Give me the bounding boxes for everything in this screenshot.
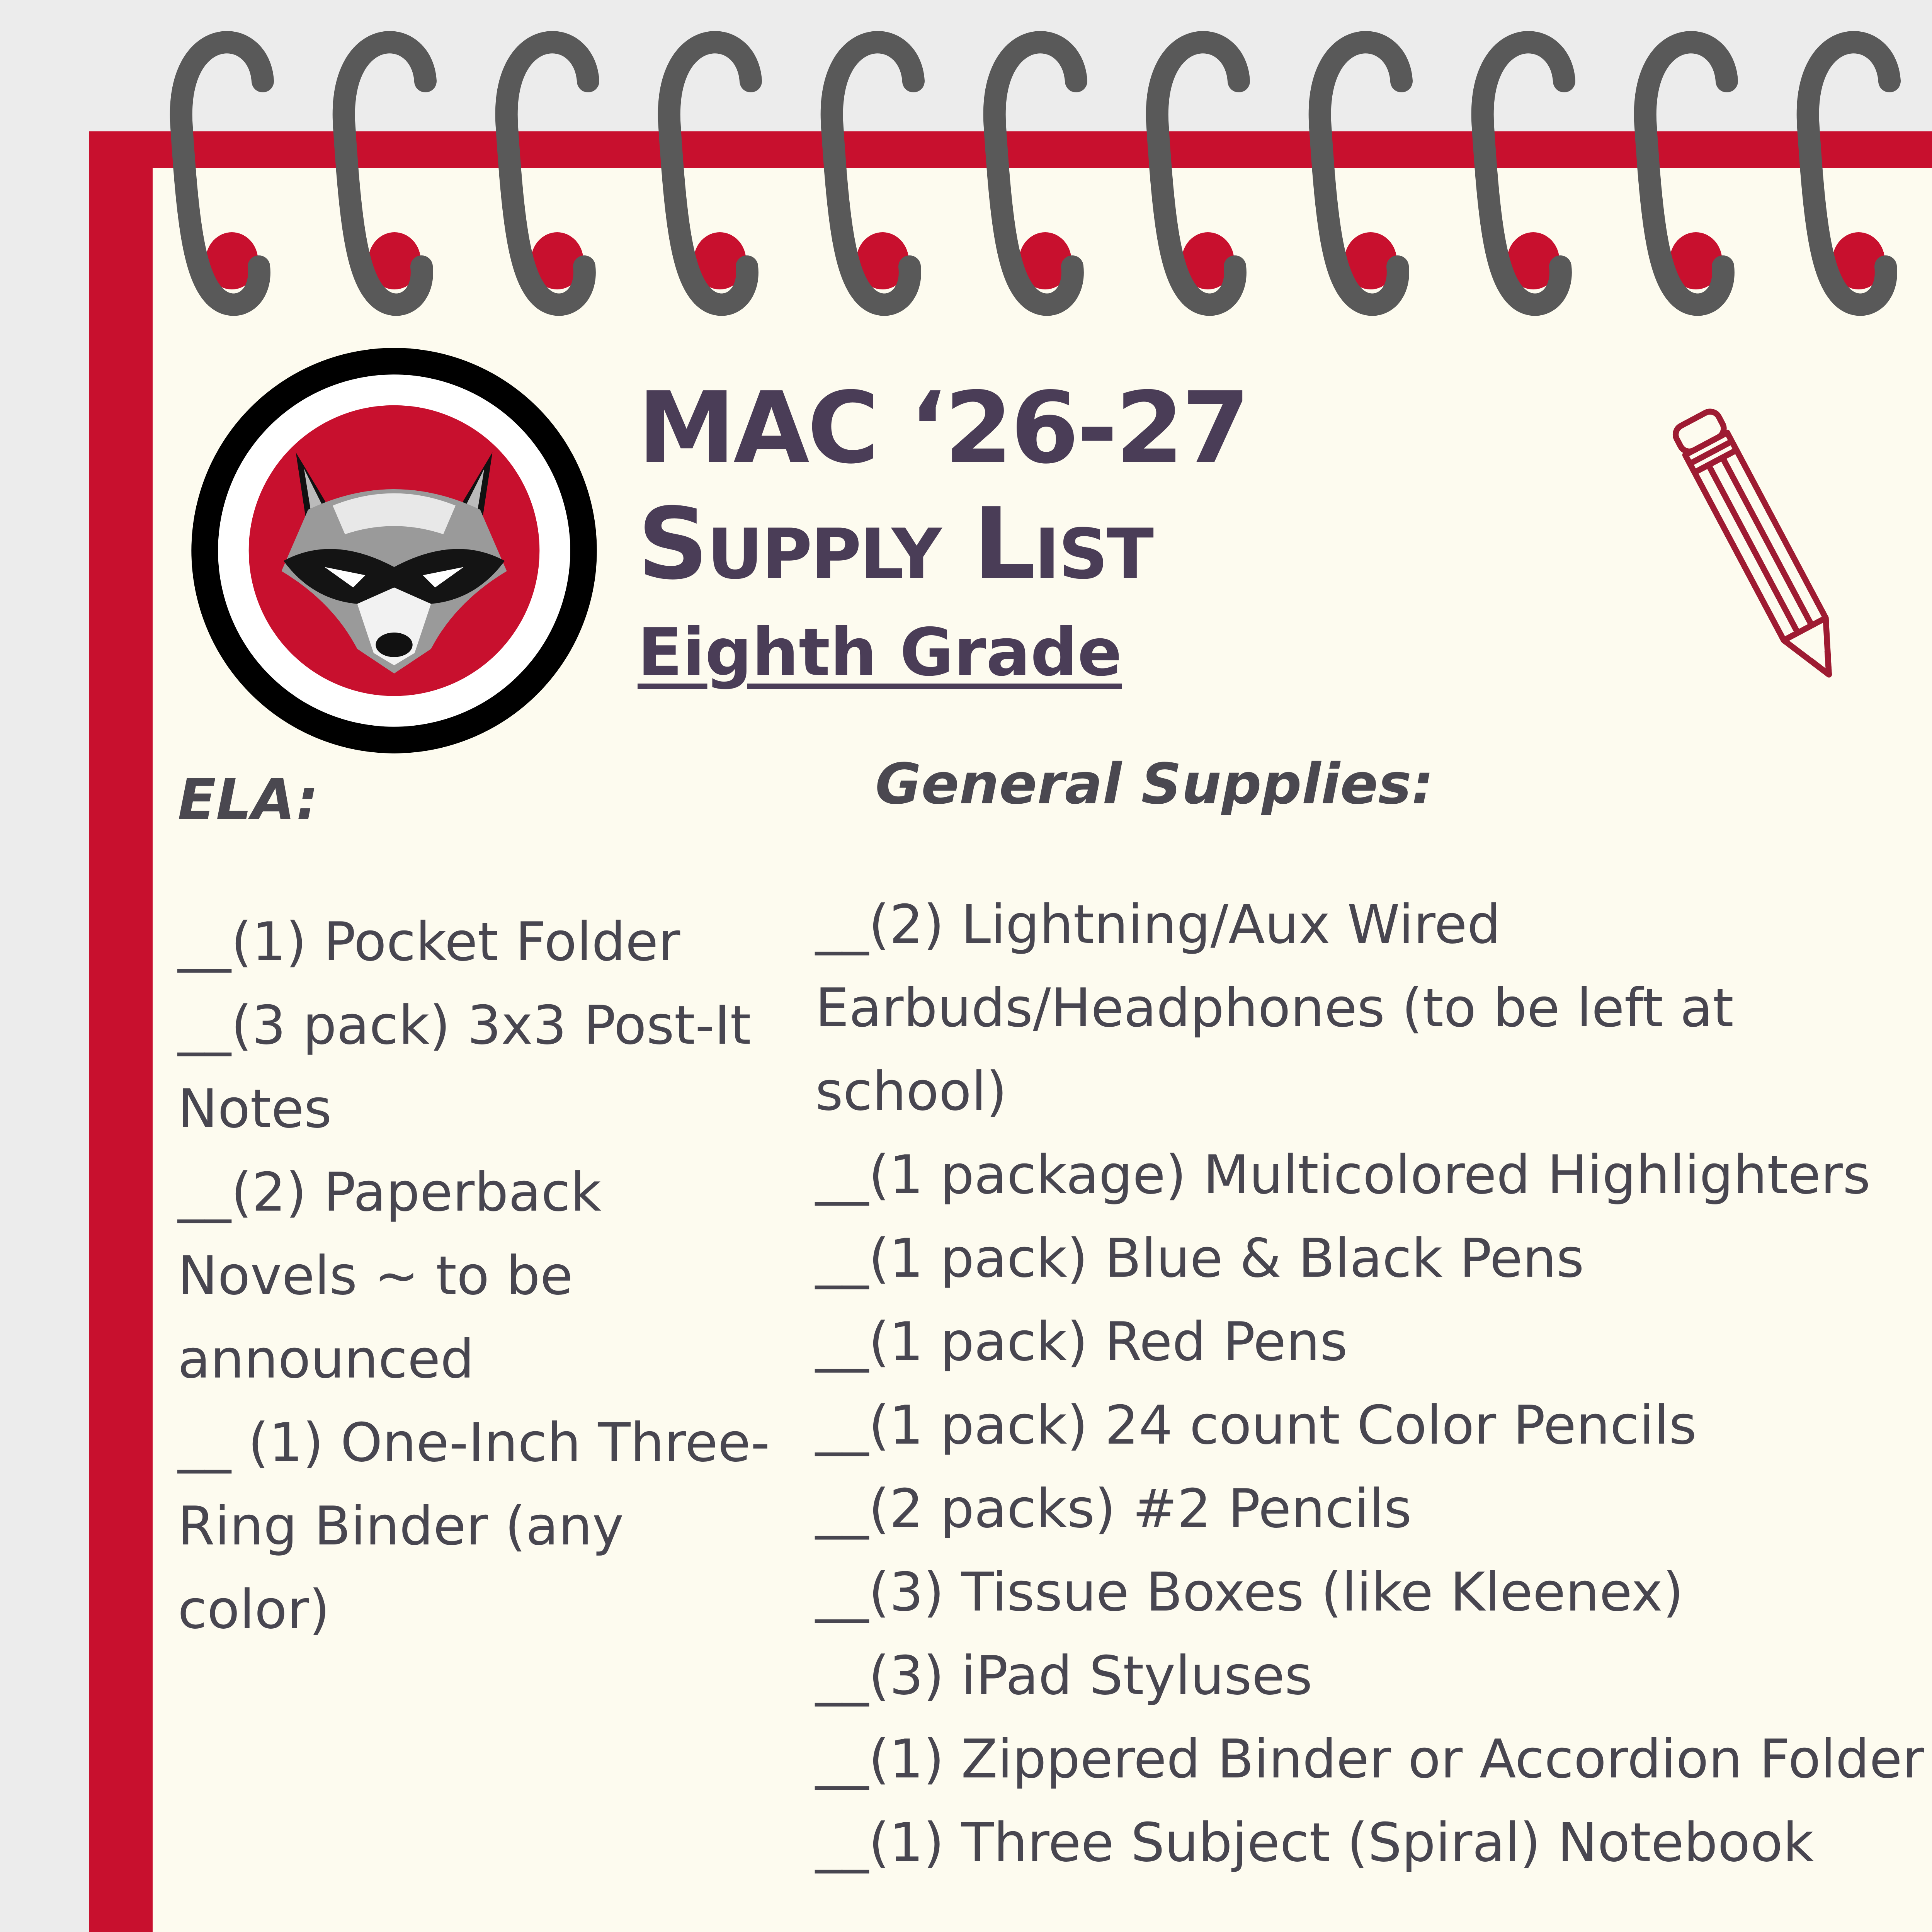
list-item: __(1 pack) Red Pens (815, 1311, 1348, 1373)
list-item: Novels ~ to be (178, 1245, 573, 1307)
list-item: Ring Binder (any color) (178, 1495, 624, 1641)
list-item: __(1) Pocket Folder (178, 911, 680, 973)
ela-supply-list (178, 900, 773, 1651)
list-item: announced (178, 1328, 474, 1390)
grade-subtitle: Eighth Grade (638, 614, 1122, 691)
list-item: __(1 pack) 24 count Color Pencils (815, 1394, 1697, 1456)
list-item: __(1 package) Multicolored Highlighters (815, 1144, 1871, 1206)
list-item: Notes (178, 1078, 332, 1140)
spiral-binding (0, 0, 1932, 348)
list-item: __(2) Paperback (178, 1161, 602, 1223)
page-title: MAC ‘26-27 (638, 371, 1248, 486)
raccoon-mascot-icon (189, 346, 599, 755)
general-supply-list (815, 883, 1928, 1884)
list-item: __(3 pack) 3x3 Post-It (178, 994, 751, 1056)
general-supplies-heading: General Supplies: (875, 752, 1434, 817)
pencil-icon (1662, 390, 1862, 707)
ela-heading: ELA: (178, 767, 319, 832)
page-title-supply-list: Supply List (638, 487, 1153, 602)
list-item: __(1) Three Subject (Spiral) Notebook (815, 1811, 1814, 1874)
list-item: __(2) Lightning/Aux Wired (815, 893, 1501, 956)
list-item: __(1) Zippered Binder or Accordion Folder (815, 1728, 1924, 1790)
list-item: __ (1) One-Inch Three- (178, 1412, 770, 1474)
list-item: Earbuds/Headphones (to be left at (815, 977, 1734, 1039)
list-item: __(1 pack) Blue & Black Pens (815, 1227, 1584, 1289)
list-item: __(2 packs) #2 Pencils (815, 1478, 1412, 1540)
list-item: school) (815, 1060, 1007, 1122)
list-item: __(3) iPad Styluses (815, 1645, 1313, 1707)
list-item: __(3) Tissue Boxes (like Kleenex) (815, 1561, 1684, 1623)
